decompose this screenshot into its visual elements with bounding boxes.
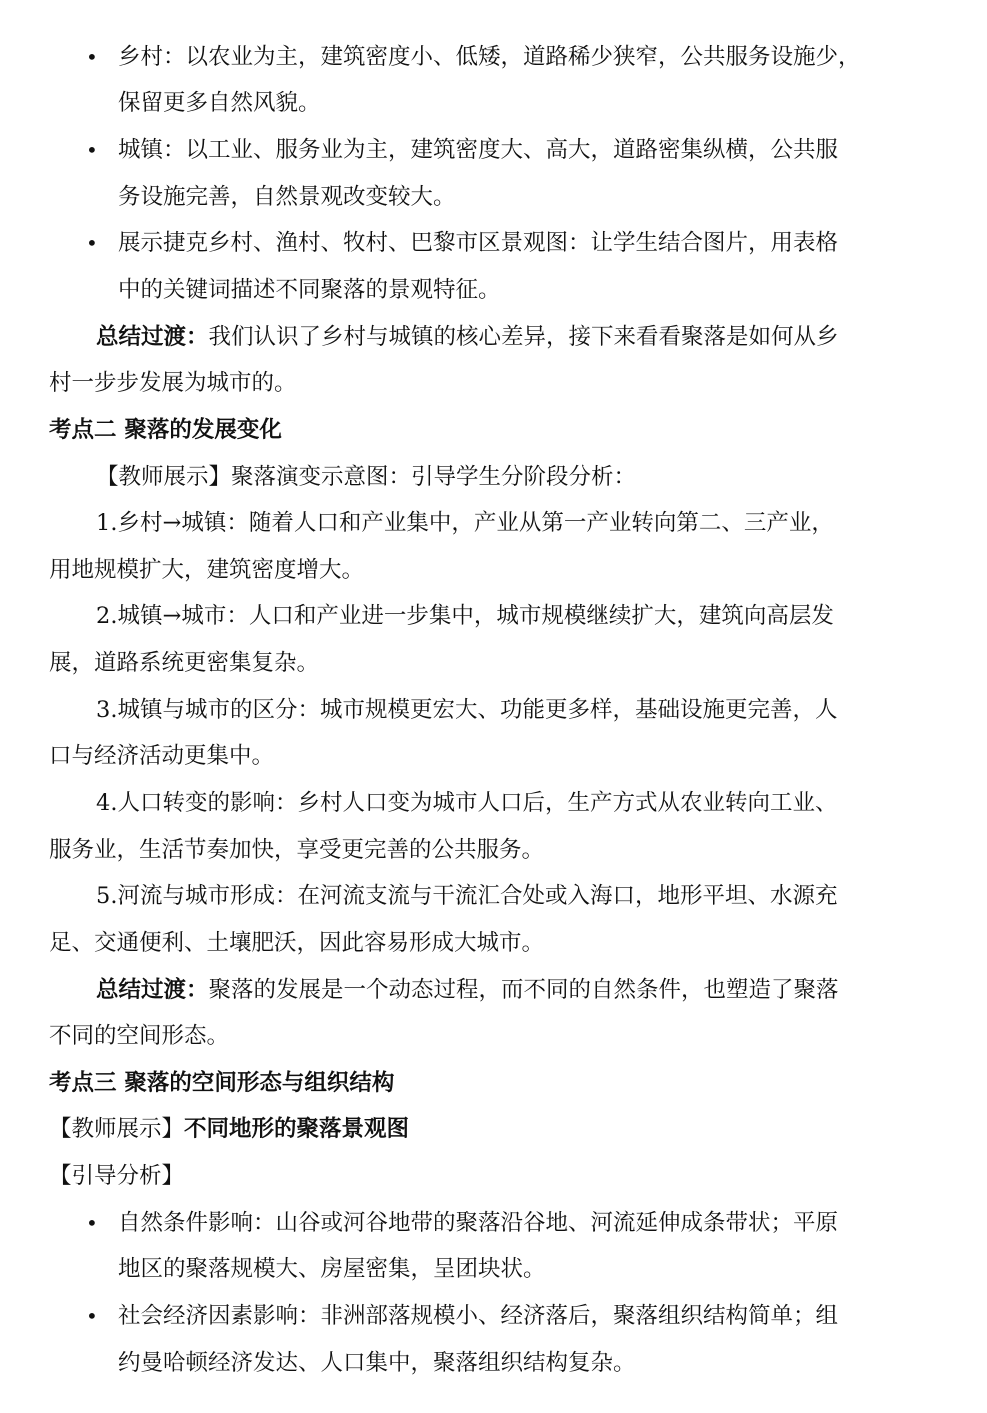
summary-2-text: 聚落的发展是一个动态过程，而不同的自然条件，也塑造了聚落 (208, 977, 839, 1003)
summary-1-line-1 (96, 322, 839, 352)
bullet-2-line-2: 务设施完善，自然景观改变较大。 (118, 184, 456, 210)
section-2-item-1-line-2: 用地规模扩大，建筑密度增大。 (49, 557, 365, 583)
section-3-heading: 考点三 聚落的空间形态与组织结构 (49, 1070, 395, 1096)
summary-1-text: 我们认识了乡村与城镇的核心差异，接下来看看聚落是如何从乡 (208, 324, 839, 350)
summary-1-label: 总结过渡： (96, 324, 209, 350)
bullet-3-line-1: 展示捷克乡村、渔村、牧村、巴黎市区景观图：让学生结合图片，用表格 (118, 230, 839, 256)
bullet-icon: • (86, 231, 98, 255)
bullet-2-line-1: 城镇：以工业、服务业为主，建筑密度大、高大，道路密集纵横，公共服 (118, 137, 839, 163)
bullet-icon: • (86, 1211, 98, 1235)
section-2-item-3-line-2: 口与经济活动更集中。 (49, 743, 275, 769)
section-3-teacher-show (49, 1114, 409, 1144)
section-3-bullet-1-line-1: 自然条件影响：山谷或河谷地带的聚落沿谷地、河流延伸成条带状；平原 (118, 1210, 839, 1236)
bullet-icon: • (86, 138, 98, 162)
section-2-item-2-line-1: 2.城镇→城市：人口和产业进一步集中，城市规模继续扩大，建筑向高层发 (96, 603, 834, 629)
section-2-item-4-line-1: 4.人口转变的影响：乡村人口变为城市人口后，生产方式从农业转向工业、 (96, 790, 838, 816)
section-2-item-1-line-1: 1.乡村→城镇：随着人口和产业集中，产业从第一产业转向第二、三产业， (96, 510, 834, 536)
section-2-intro: 【教师展示】聚落演变示意图：引导学生分阶段分析： (96, 464, 637, 490)
section-2-heading: 考点二 聚落的发展变化 (49, 417, 282, 443)
teacher-show-label: 【教师展示】 (49, 1116, 185, 1142)
section-2-item-2-line-2: 展，道路系统更密集复杂。 (49, 650, 320, 676)
bullet-icon: • (86, 45, 98, 69)
section-3-bullet-2-line-1: 社会经济因素影响：非洲部落规模小、经济落后，聚落组织结构简单；组 (118, 1303, 839, 1329)
summary-2-label: 总结过渡： (96, 977, 209, 1003)
section-3-guide-label: 【引导分析】 (49, 1163, 185, 1189)
bullet-icon: • (86, 1304, 98, 1328)
section-2-item-4-line-2: 服务业，生活节奏加快，享受更完善的公共服务。 (49, 837, 545, 863)
teacher-show-text: 不同地形的聚落景观图 (184, 1116, 410, 1142)
summary-2-line-2: 不同的空间形态。 (49, 1023, 230, 1049)
summary-2-line-1 (96, 975, 839, 1005)
bullet-1-line-1: 乡村：以农业为主，建筑密度小、低矮，道路稀少狭窄，公共服务设施少， (118, 44, 861, 70)
section-2-item-3-line-1: 3.城镇与城市的区分：城市规模更宏大、功能更多样，基础设施更完善，人 (96, 697, 838, 723)
section-2-item-5-line-1: 5.河流与城市形成：在河流支流与干流汇合处或入海口，地形平坦、水源充 (96, 883, 838, 909)
section-3-bullet-1-line-2: 地区的聚落规模大、房屋密集，呈团块状。 (118, 1256, 546, 1282)
section-3-bullet-2-line-2: 约曼哈顿经济发达、人口集中，聚落组织结构复杂。 (118, 1350, 636, 1376)
bullet-1-line-2: 保留更多自然风貌。 (118, 90, 321, 116)
section-2-item-5-line-2: 足、交通便利、土壤肥沃，因此容易形成大城市。 (49, 930, 545, 956)
summary-1-line-2: 村一步步发展为城市的。 (49, 370, 297, 396)
bullet-3-line-2: 中的关键词描述不同聚落的景观特征。 (118, 277, 501, 303)
